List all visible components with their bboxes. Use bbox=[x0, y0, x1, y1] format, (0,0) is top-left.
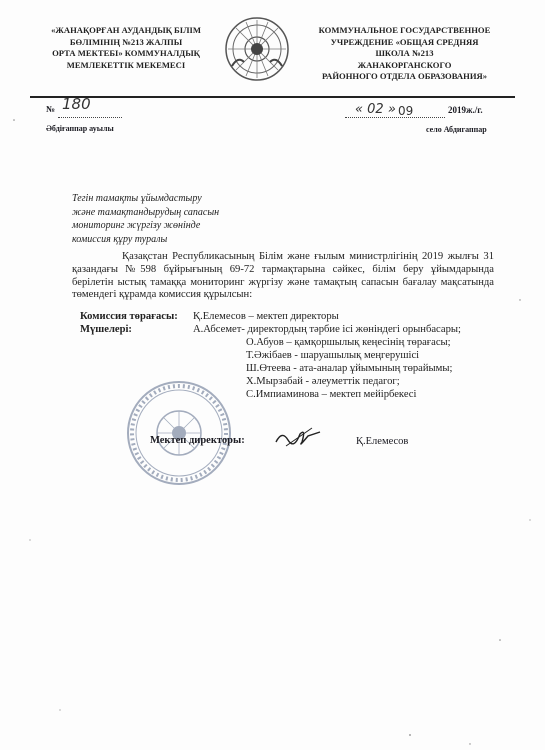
date-month: 09 bbox=[398, 104, 414, 118]
header-left-line: ОРТА МЕКТЕБІ» КОММУНАЛДЫҚ bbox=[52, 48, 200, 58]
member-item: Ш.Өтеева - ата-аналар ұйымының төрайымы; bbox=[246, 363, 453, 374]
left-town: Әбдіғаппар ауылы bbox=[46, 124, 114, 133]
date-year: 2019ж./г. bbox=[448, 105, 483, 115]
member-item: Х.Мырзабай - әлеуметтік педагог; bbox=[246, 376, 400, 387]
header-left-line: «ЖАНАҚОРҒАН АУДАНДЫҚ БІЛІМ bbox=[51, 25, 201, 35]
header-right-line: ШКОЛА №213 bbox=[375, 48, 434, 58]
director-name: Қ.Елемесов bbox=[356, 436, 409, 447]
member-item: Т.Әжібаев - шаруашылық меңгерушісі bbox=[246, 350, 420, 361]
subject-line: Тегін тамақты ұйымдастыру bbox=[72, 193, 202, 204]
number-label: № bbox=[46, 104, 56, 114]
subject-line: және тамақтандырудың сапасын bbox=[72, 206, 220, 218]
subject-line: мониторинг жүргізу жөнінде bbox=[72, 220, 201, 231]
header-left-line: МЕМЛЕКЕТТІК МЕКЕМЕСІ bbox=[66, 59, 186, 70]
order-body-text: Қазақстан Республикасының Білім және ғылым министрлігінің 2019 жылғы 31 қазандағы №598 бұйрығының 69-72 тармақтарына сәйкес, білім беру ұйымдарында берілетін ыстық тамаққа мониторинг жүргізу және тамақтың сапасын бағалау мақсатында төмендегі құрамда комиссия құрылсын: bbox=[72, 251, 494, 301]
header-right-line: УЧРЕЖДЕНИЕ «ОБЩАЯ СРЕДНЯЯ bbox=[330, 36, 479, 47]
chair-label-text: Комиссия төрағасы: bbox=[80, 311, 178, 322]
member-item: А.Абсемет- директордың тәрбие ісі жөніндегі орынбасары; bbox=[193, 324, 461, 335]
subject-line: комиссия құру туралы bbox=[72, 233, 168, 245]
member-item: О.Абуов – қамқоршылық кеңесінің төрағасы; bbox=[246, 337, 451, 348]
member-item: С.Импиаминова – мектеп мейірбекесі bbox=[246, 389, 417, 400]
chair-value: Қ.Елемесов – мектеп директоры bbox=[193, 311, 339, 322]
document-number: 180 bbox=[62, 95, 91, 113]
date-day: « 02 » bbox=[355, 102, 396, 117]
signature-label: Мектеп директоры: bbox=[150, 435, 245, 446]
header-left-line: БӨЛІМІНІҢ №213 ЖАЛПЫ bbox=[69, 36, 183, 47]
header-right-line: ЖАНАКОРГАНСКОГО bbox=[357, 59, 452, 70]
header-right-line: РАЙОННОГО ОТДЕЛА ОБРАЗОВАНИЯ» bbox=[321, 71, 488, 81]
header-right-line: КОММУНАЛЬНОЕ ГОСУДАРСТВЕННОЕ bbox=[318, 25, 491, 35]
members-label-text: Мүшелері: bbox=[80, 324, 132, 335]
right-town: село Абдигаппар bbox=[426, 125, 487, 134]
